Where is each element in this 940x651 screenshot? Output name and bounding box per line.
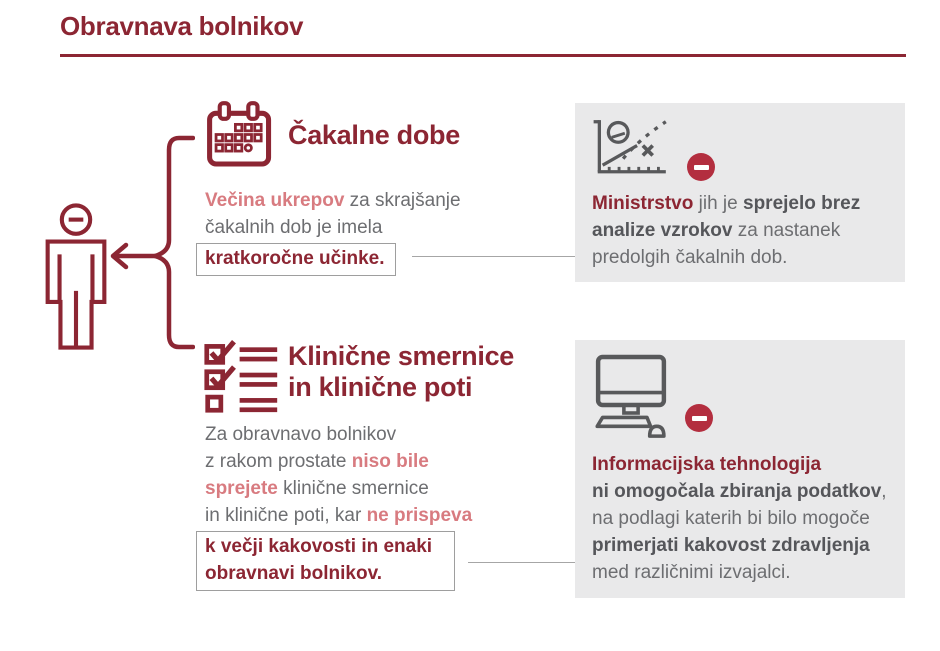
body-text: za skrajšanje [344,190,461,211]
lead-text: Informacijska tehnologija [592,454,822,475]
minus-bar [694,165,709,170]
highlight-box-short-term-effects: kratkoročne učinke. [196,243,396,276]
it-note-paragraph [592,451,895,586]
section-heading-waiting-times: Čakalne dobe [288,120,460,150]
heading-line: Klinične smernice [288,341,514,371]
body-text: na podlagi katerih bi bilo mogoče [592,508,870,529]
chart-trend-icon [591,116,675,180]
body-text: klinične smernice [277,478,429,499]
accent-text: ne prispeva [366,505,473,526]
minus-badge-icon [687,153,715,181]
minus-badge-icon [685,404,713,432]
heading-line: in klinične poti [288,372,473,402]
body-text: med različnimi izvajalci. [592,562,791,583]
brace-arrow-connector [95,128,195,360]
waiting-times-paragraph [205,187,505,276]
lead-text: Ministrstvo [592,193,694,214]
bold-text: primerjati kakovost zdravljenja [592,535,870,556]
bold-text: ni omogočala zbiranja podatkov [592,481,882,502]
accent-text: Večina ukrepov [205,190,345,211]
page-title: Obravnava bolnikov [60,11,304,41]
title-divider [60,54,906,57]
desktop-computer-icon [591,353,671,441]
body-text: in klinične poti, kar [205,505,367,526]
body-text: čakalnih dob je imela [205,217,383,238]
connector-line-2 [468,562,575,563]
body-text: , [881,481,887,502]
body-text: Za obravnavo bolnikov [205,424,397,445]
calendar-icon [205,99,275,170]
boxed-line: k večji kakovosti in enaki [205,536,433,557]
clinical-guidelines-paragraph [205,421,517,591]
connector-line-1 [412,256,575,257]
ministry-note-paragraph [592,190,895,271]
minus-bar [692,416,707,421]
body-text: predolgih čakalnih dob. [592,247,788,268]
boxed-line: obravnavi bolnikov. [205,563,383,584]
section-heading-clinical-guidelines [288,341,514,403]
body-text: za nastanek [732,220,841,241]
note-panel-information-technology [575,340,905,598]
body-text: z rakom prostate [205,451,352,472]
accent-text: niso bile [351,451,429,472]
bold-text: sprejelo brez [743,193,861,214]
bold-text: analize vzrokov [592,220,733,241]
highlight-box-quality-equality [196,531,455,591]
accent-text: sprejete [205,478,278,499]
note-panel-ministry [575,103,905,282]
checklist-icon [203,337,280,414]
body-text: jih je [693,193,743,214]
